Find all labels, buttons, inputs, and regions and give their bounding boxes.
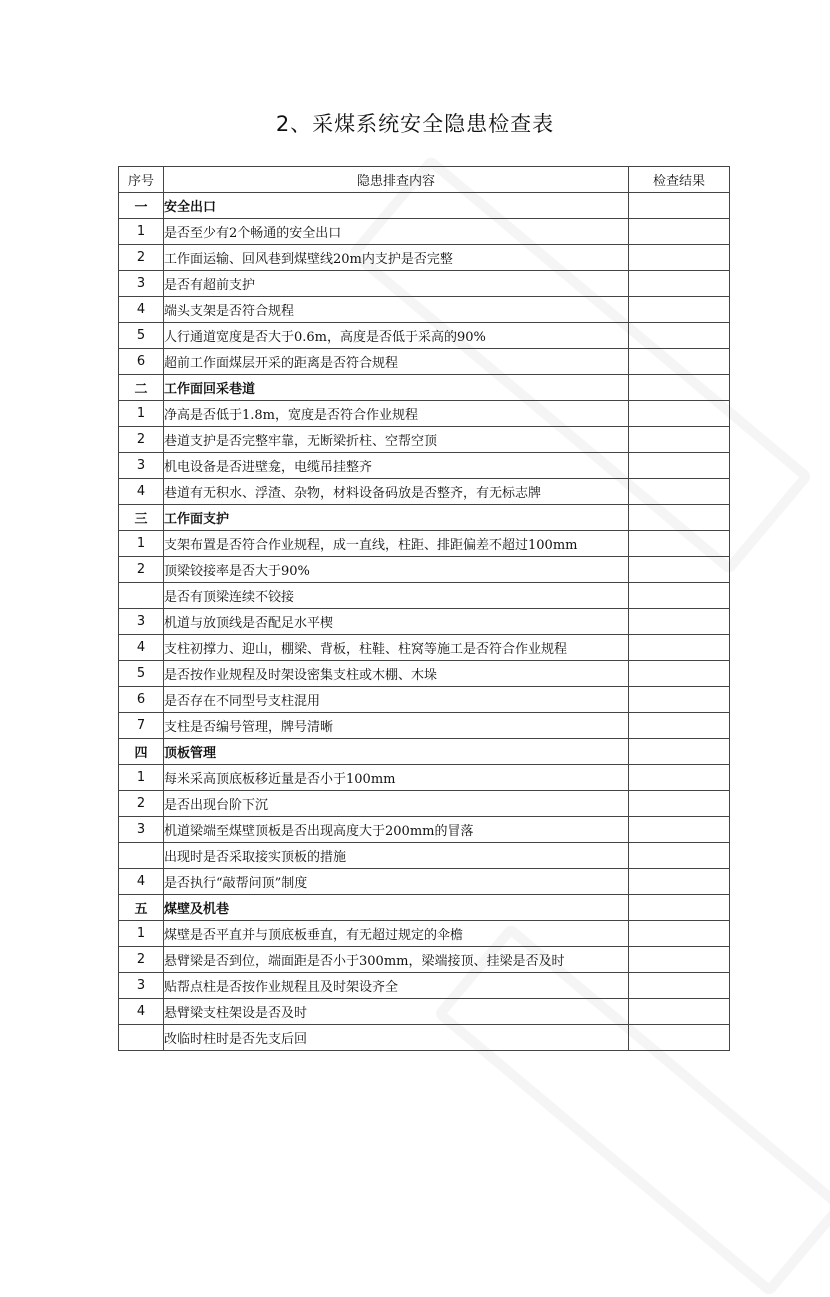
section-row — [119, 505, 730, 531]
check-item: 机电设备是否进壁龛，电缆吊挂整齐 — [164, 453, 629, 479]
table-row — [119, 427, 730, 453]
result-cell — [629, 193, 730, 219]
result-cell — [629, 947, 730, 973]
table-row — [119, 297, 730, 323]
check-item: 是否存在不同型号支柱混用 — [164, 687, 629, 713]
result-cell — [629, 713, 730, 739]
row-number: 2 — [119, 245, 164, 271]
header-no: 序号 — [119, 167, 164, 193]
table-row — [119, 271, 730, 297]
table-row — [119, 349, 730, 375]
result-cell — [629, 427, 730, 453]
check-item: 煤壁是否平直并与顶底板垂直，有无超过规定的伞檐 — [164, 921, 629, 947]
check-item: 是否有顶梁连续不铰接 — [164, 583, 629, 609]
table-row — [119, 219, 730, 245]
check-item: 机道与放顶线是否配足水平楔 — [164, 609, 629, 635]
result-cell — [629, 505, 730, 531]
row-number: 1 — [119, 219, 164, 245]
result-cell — [629, 843, 730, 869]
row-number: 4 — [119, 479, 164, 505]
row-number: 二 — [119, 375, 164, 401]
result-cell — [629, 609, 730, 635]
table-row — [119, 687, 730, 713]
table-row — [119, 583, 730, 609]
table-row — [119, 609, 730, 635]
section-title: 工作面回采巷道 — [164, 375, 629, 401]
result-cell — [629, 349, 730, 375]
row-number: 2 — [119, 947, 164, 973]
row-number: 5 — [119, 323, 164, 349]
check-item: 巷道有无积水、浮渣、杂物，材料设备码放是否整齐，有无标志牌 — [164, 479, 629, 505]
row-number: 四 — [119, 739, 164, 765]
row-number: 2 — [119, 791, 164, 817]
check-item: 贴帮点柱是否按作业规程且及时架设齐全 — [164, 973, 629, 999]
check-item: 改临时柱时是否先支后回 — [164, 1025, 629, 1051]
table-row — [119, 921, 730, 947]
inspection-table — [118, 166, 730, 1051]
table-row — [119, 999, 730, 1025]
table-row — [119, 765, 730, 791]
row-number: 五 — [119, 895, 164, 921]
check-item: 是否出现台阶下沉 — [164, 791, 629, 817]
check-item: 是否按作业规程及时架设密集支柱或木棚、木垛 — [164, 661, 629, 687]
table-row — [119, 791, 730, 817]
table-row — [119, 817, 730, 843]
row-number: 4 — [119, 635, 164, 661]
check-item: 顶梁铰接率是否大于90% — [164, 557, 629, 583]
table-row — [119, 843, 730, 869]
row-number: 1 — [119, 531, 164, 557]
row-number: 1 — [119, 765, 164, 791]
result-cell — [629, 557, 730, 583]
row-number — [119, 843, 164, 869]
check-item: 悬臂梁是否到位，端面距是否小于300mm，梁端接顶、挂梁是否及时 — [164, 947, 629, 973]
result-cell — [629, 661, 730, 687]
result-cell — [629, 817, 730, 843]
check-item: 是否执行“敲帮问顶”制度 — [164, 869, 629, 895]
check-item: 超前工作面煤层开采的距离是否符合规程 — [164, 349, 629, 375]
table-row — [119, 479, 730, 505]
table-body — [119, 193, 730, 1051]
section-title: 顶板管理 — [164, 739, 629, 765]
check-item: 是否有超前支护 — [164, 271, 629, 297]
check-item: 支柱初撑力、迎山，棚梁、背板，柱鞋、柱窝等施工是否符合作业规程 — [164, 635, 629, 661]
result-cell — [629, 583, 730, 609]
section-title: 工作面支护 — [164, 505, 629, 531]
result-cell — [629, 1025, 730, 1051]
row-number: 1 — [119, 921, 164, 947]
table-row — [119, 323, 730, 349]
result-cell — [629, 323, 730, 349]
row-number: 3 — [119, 271, 164, 297]
table-row — [119, 453, 730, 479]
check-item: 巷道支护是否完整牢靠，无断梁折柱、空帮空顶 — [164, 427, 629, 453]
result-cell — [629, 739, 730, 765]
check-item: 出现时是否采取接实顶板的措施 — [164, 843, 629, 869]
check-item: 支柱是否编号管理，牌号清晰 — [164, 713, 629, 739]
section-row — [119, 895, 730, 921]
check-item: 机道梁端至煤壁顶板是否出现高度大于200mm的冒落 — [164, 817, 629, 843]
check-item: 净高是否低于1.8m，宽度是否符合作业规程 — [164, 401, 629, 427]
row-number: 3 — [119, 453, 164, 479]
result-cell — [629, 999, 730, 1025]
section-title: 安全出口 — [164, 193, 629, 219]
header-content: 隐患排查内容 — [164, 167, 629, 193]
row-number: 4 — [119, 869, 164, 895]
row-number: 6 — [119, 687, 164, 713]
check-item: 悬臂梁支柱架设是否及时 — [164, 999, 629, 1025]
row-number — [119, 1025, 164, 1051]
check-item: 是否至少有2个畅通的安全出口 — [164, 219, 629, 245]
table-row — [119, 661, 730, 687]
result-cell — [629, 271, 730, 297]
result-cell — [629, 401, 730, 427]
check-item: 端头支架是否符合规程 — [164, 297, 629, 323]
result-cell — [629, 531, 730, 557]
result-cell — [629, 765, 730, 791]
result-cell — [629, 635, 730, 661]
row-number: 6 — [119, 349, 164, 375]
result-cell — [629, 453, 730, 479]
table-row — [119, 557, 730, 583]
check-item: 工作面运输、回风巷到煤壁线20m内支护是否完整 — [164, 245, 629, 271]
check-item: 支架布置是否符合作业规程，成一直线，柱距、排距偏差不超过100mm — [164, 531, 629, 557]
result-cell — [629, 245, 730, 271]
row-number: 4 — [119, 297, 164, 323]
check-item: 人行通道宽度是否大于0.6m，高度是否低于采高的90% — [164, 323, 629, 349]
result-cell — [629, 791, 730, 817]
row-number: 3 — [119, 973, 164, 999]
row-number: 2 — [119, 427, 164, 453]
row-number: 1 — [119, 401, 164, 427]
row-number — [119, 583, 164, 609]
table-row — [119, 973, 730, 999]
table-row — [119, 401, 730, 427]
result-cell — [629, 869, 730, 895]
row-number: 三 — [119, 505, 164, 531]
section-row — [119, 739, 730, 765]
row-number: 2 — [119, 557, 164, 583]
table-row — [119, 531, 730, 557]
page-title: 2、采煤系统安全隐患检查表 — [275, 112, 555, 136]
result-cell — [629, 479, 730, 505]
row-number: 3 — [119, 609, 164, 635]
result-cell — [629, 297, 730, 323]
result-cell — [629, 687, 730, 713]
result-cell — [629, 375, 730, 401]
result-cell — [629, 219, 730, 245]
table-row — [119, 1025, 730, 1051]
row-number: 5 — [119, 661, 164, 687]
table-row — [119, 635, 730, 661]
table-row — [119, 713, 730, 739]
table-row — [119, 947, 730, 973]
section-row — [119, 193, 730, 219]
row-number: 一 — [119, 193, 164, 219]
table-row — [119, 869, 730, 895]
section-row — [119, 375, 730, 401]
row-number: 3 — [119, 817, 164, 843]
table-row — [119, 245, 730, 271]
section-title: 煤壁及机巷 — [164, 895, 629, 921]
result-cell — [629, 973, 730, 999]
check-item: 每米采高顶底板移近量是否小于100mm — [164, 765, 629, 791]
result-cell — [629, 895, 730, 921]
table-header-row — [119, 167, 730, 193]
row-number: 4 — [119, 999, 164, 1025]
result-cell — [629, 921, 730, 947]
row-number: 7 — [119, 713, 164, 739]
header-result: 检查结果 — [629, 167, 730, 193]
